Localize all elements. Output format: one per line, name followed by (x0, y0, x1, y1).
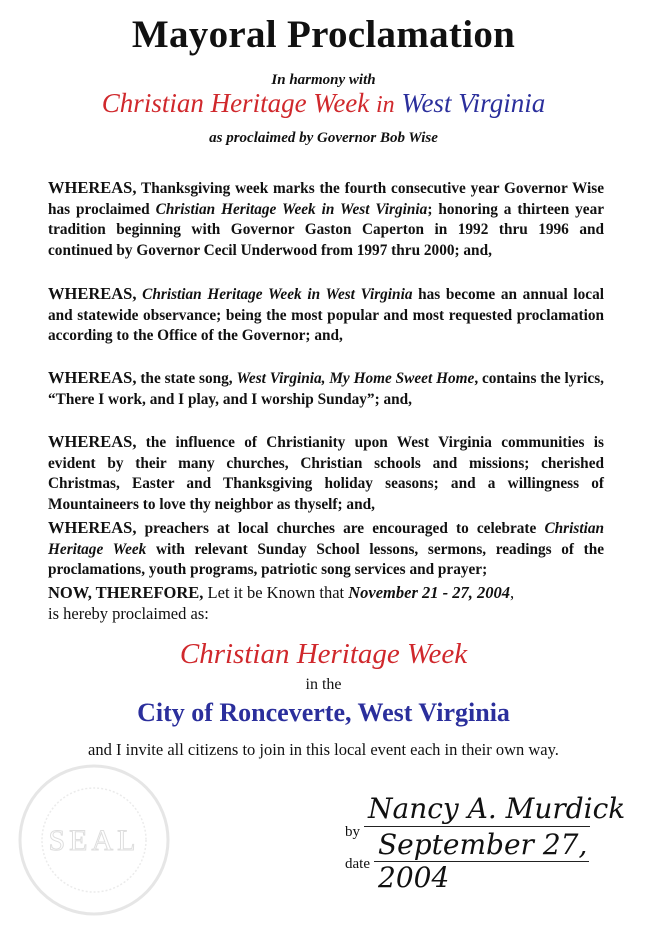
page-title: Mayoral Proclamation (131, 13, 516, 56)
svg-text:SEAL: SEAL (48, 824, 140, 857)
whereas-4: WHEREAS, the influence of Christianity upon West Virginia communities is evident by their many churches, Christian schools and missions; cherished Christmas, Easter and Thanksgiving holiday seasons; and a willingness of Mountaineers to love thy neighbor as thyself; and, (48, 432, 604, 513)
proclaimed-by: as proclaimed by Governor Bob Wise (209, 130, 438, 146)
now-therefore: NOW, THEREFORE, Let it be Known that November 21 - 27, 2004, is hereby proclaimed as: (48, 583, 515, 623)
banner-in: in (376, 92, 395, 118)
by-label: by (345, 824, 360, 840)
whereas-1: WHEREAS, Thanksgiving week marks the fourth consecutive year Governor Wise has proclaimed Christian Heritage Week in West Virginia; honoring a thirteen year tradition beginning with Governor Gaston Caperton in 1992 thru 1996 and continued by Governor Cecil Underwood from 1997 thru 2000; and, (48, 178, 605, 259)
intro-text: In harmony with (271, 72, 376, 88)
date-label: date (345, 856, 370, 872)
banner-state: West Virginia (401, 88, 546, 118)
event-name: Christian Heritage Week (179, 638, 468, 670)
in-the: in the (305, 676, 342, 693)
whereas-5: WHEREAS, preachers at local churches are encouraged to celebrate Christian Heritage Week with relevant Sunday School lessons, sermons, readings of the proclamations, youth programs, patriotic song services and prayer; (48, 518, 604, 578)
signature-date: September 27, 2004 (378, 828, 588, 894)
whereas-2: WHEREAS, Christian Heritage Week in West Virginia has become an annual local and statewide observance; being the most popular and most requested proclamation according to the Office of the Governor; and, (48, 284, 604, 344)
invitation: and I invite all citizens to join in this local event each in their own way. (88, 740, 559, 759)
signature: Nancy A. Murdick (368, 792, 626, 825)
whereas-3: WHEREAS, the state song, West Virginia, My Home Sweet Home, contains the lyrics, “There I work, and I play, and I worship Sunday”; and, (48, 368, 605, 408)
embossed-seal (14, 760, 174, 920)
banner (0, 88, 647, 119)
city-name: City of Ronceverte, West Virginia (137, 698, 510, 727)
banner-event: Christian Heritage Week (101, 88, 370, 118)
